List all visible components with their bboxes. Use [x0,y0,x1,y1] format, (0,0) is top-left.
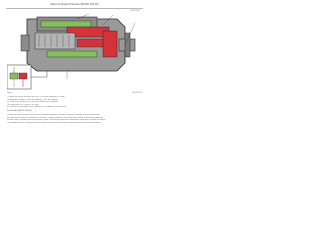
paragraph [7,114,142,124]
document-page [0,0,149,198]
oil-passage-lower [47,51,97,57]
schematic-valve-red [19,73,27,79]
figure-caption: Figura [7,92,13,94]
end-cap [21,35,29,51]
oil-passage-upper [41,21,91,27]
pressure-passage-right [103,31,117,57]
figure-date: 24/01/2019 [131,92,142,94]
schematic-hose [31,71,47,77]
pressure-passage-center [77,39,103,47]
legend-line: (13) Sensor de Velocidade (14) Vedação (15) Rolamento (16) Retentor [7,106,67,109]
header-divider [6,8,143,9]
flange [125,33,130,57]
page-title: Motor de Rodas Dianteiro (EFWD 160 kN) [50,3,99,6]
legend-line: (1) Motor de Rodas Dianteiro (EFWD) (2) Válvula de Alívio (3) Pistão [7,96,65,98]
figure-caption-row [7,92,142,94]
section-heading: Pressão Alta (EFWD 160 kN) [7,110,32,112]
paragraph-line: O motor de rodas dianteiro recebe óleo da bomba hidráulica. Quando o sistema é ativado, o óleo pressurizado [7,114,100,116]
figure-id: C0000075 [129,10,140,12]
wheel-motor-cutaway-illustration [7,13,143,91]
legend-line: (4) Bloco do Cilindro (5) Eixo de Saída (6) Placa de Controle [7,98,58,101]
paragraph-line: flui através da válvula de controle para o motor. O pistão move-se e gira o bloco do cilindro, transmitindo torque ao [7,116,103,119]
legend-line: (10) Solenoide (11) Carretel (12) Mola [7,103,39,106]
schematic-valve-green [10,73,18,79]
legend-line: (7) Orifício de Pressão (8) Orifício de Retorno (9) Passagem [7,101,58,104]
legend [7,96,142,109]
paragraph-line: O solenoide controla a posição do carretel para alternar entre os modos de operação de alta e baixa velocidade. [7,121,102,124]
paragraph-line: eixo de saída. Quando a pressão excede o limite, a válvula de alívio abre e direciona o óleo para o retorno ao tanque. [7,119,106,122]
